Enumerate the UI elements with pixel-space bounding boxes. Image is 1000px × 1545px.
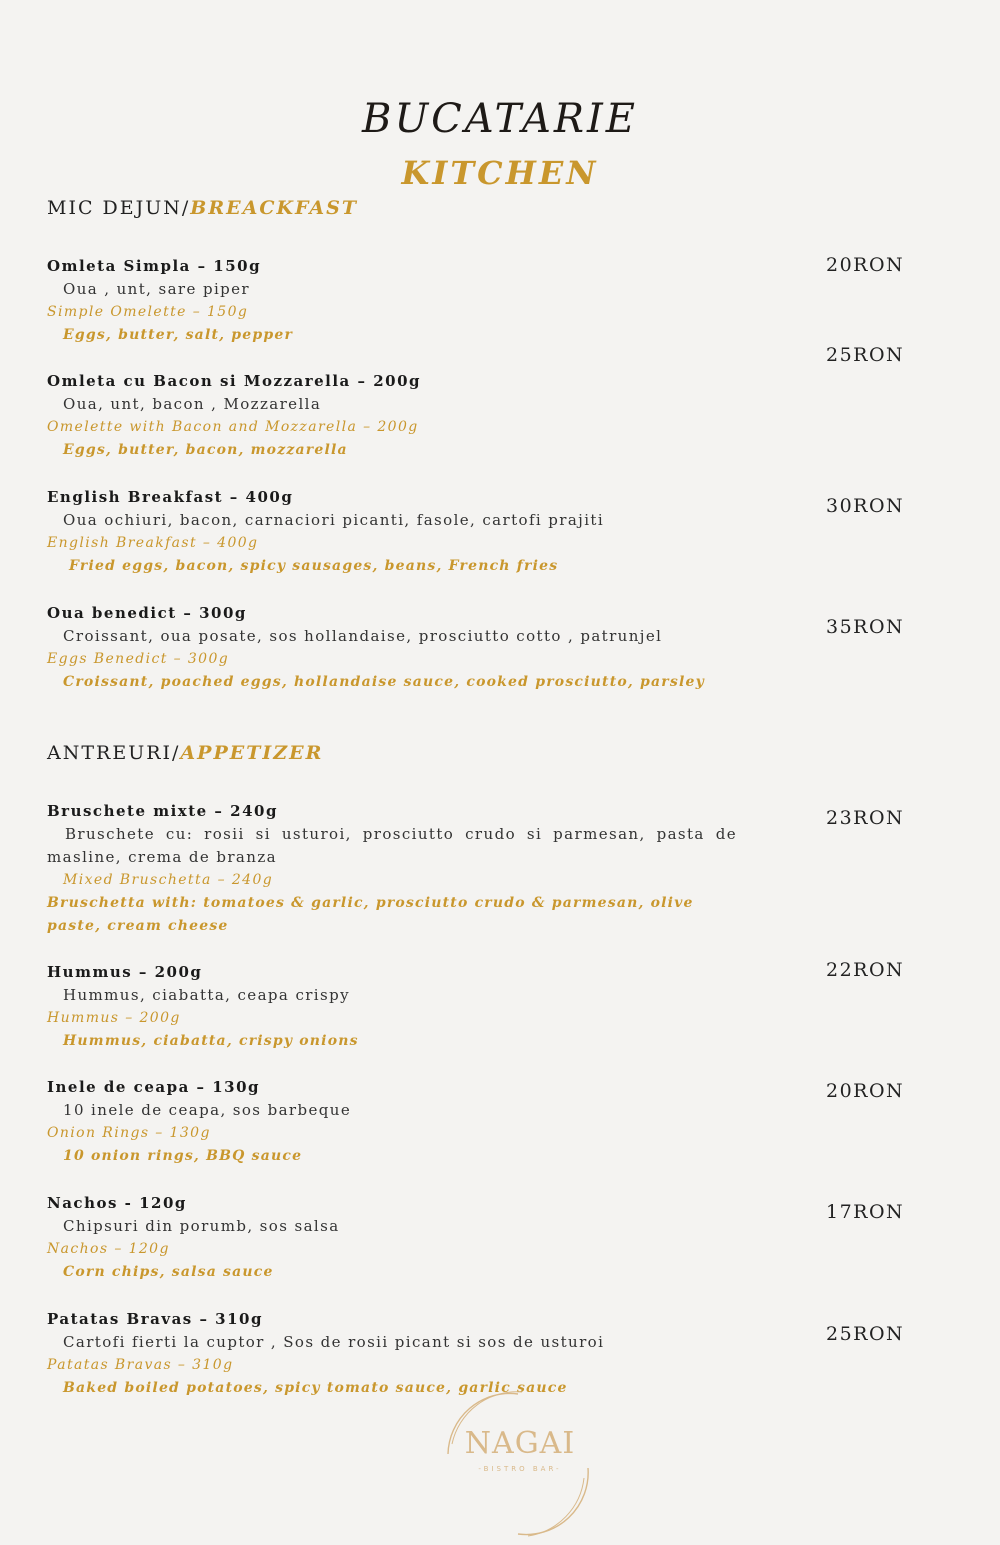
brand-logo: [440, 1388, 600, 1538]
item-price: 23RON: [826, 807, 905, 829]
menu-item: [47, 1076, 767, 1168]
item-description: 10 inele de ceapa, sos barbeque: [63, 1101, 352, 1119]
page-title: BUCATARIE: [362, 96, 638, 142]
section-heading-en: BREACKFAST: [190, 197, 358, 219]
section-heading-en: APPETIZER: [180, 742, 324, 764]
item-name: Patatas Bravas – 310g: [47, 1310, 263, 1328]
item-description-en: Bruschetta with: tomatoes & garlic, prosciutto crudo & parmesan, olive paste, cream cheese: [47, 895, 694, 934]
item-name-en: Eggs Benedict – 300g: [47, 651, 230, 667]
logo-arcs-icon: [440, 1388, 600, 1538]
item-name-en: Hummus – 200g: [47, 1010, 181, 1026]
item-name-en: Simple Omelette – 150g: [47, 304, 249, 320]
item-name: Hummus – 200g: [47, 963, 203, 981]
item-description-en: Hummus, ciabatta, crispy onions: [63, 1033, 359, 1049]
item-description-en: Eggs, butter, bacon, mozzarella: [63, 442, 348, 458]
logo-name: NAGAI: [464, 1426, 576, 1461]
item-name-en: Mixed Bruschetta – 240g: [63, 872, 274, 888]
section-heading-breakfast: [47, 197, 358, 219]
menu-item: [47, 1308, 767, 1400]
item-name: Bruschete mixte – 240g: [47, 802, 278, 820]
item-description: Croissant, oua posate, sos hollandaise, prosciutto cotto , patrunjel: [63, 627, 663, 645]
section-heading-appetizer: [47, 742, 323, 764]
item-description: Bruschete cu: rosii si usturoi, prosciutto crudo si parmesan, pasta de masline, crema de branza: [47, 825, 737, 866]
item-price: 25RON: [826, 344, 905, 366]
menu-item: [47, 602, 767, 694]
item-name: Inele de ceapa – 130g: [47, 1078, 261, 1096]
page-subtitle: KITCHEN: [401, 154, 599, 192]
item-description: Oua , unt, sare piper: [63, 280, 250, 298]
item-description: Oua, unt, bacon , Mozzarella: [63, 395, 322, 413]
item-description: Hummus, ciabatta, ceapa crispy: [63, 986, 350, 1004]
item-price: 22RON: [826, 959, 905, 981]
item-name-en: Nachos – 120g: [47, 1241, 170, 1257]
item-price: 17RON: [826, 1201, 905, 1223]
item-name: Nachos - 120g: [47, 1194, 187, 1212]
section-heading-ro: MIC DEJUN/: [47, 197, 191, 219]
menu-item: [47, 800, 737, 938]
item-price: 25RON: [826, 1323, 905, 1345]
item-name: Oua benedict – 300g: [47, 604, 247, 622]
item-price: 20RON: [826, 1080, 905, 1102]
item-name: English Breakfast – 400g: [47, 488, 294, 506]
item-name-en: Omelette with Bacon and Mozzarella – 200g: [47, 419, 419, 435]
item-name: Omleta Simpla – 150g: [47, 257, 262, 275]
item-description: Cartofi fierti la cuptor , Sos de rosii picant si sos de usturoi: [63, 1333, 605, 1351]
menu-item: [47, 486, 767, 578]
item-name-en: Onion Rings – 130g: [47, 1125, 211, 1141]
section-heading-ro: ANTREURI/: [47, 742, 181, 764]
item-description-en: 10 onion rings, BBQ sauce: [63, 1148, 303, 1164]
menu-item: [47, 255, 767, 347]
item-description-en: Eggs, butter, salt, pepper: [63, 327, 294, 343]
menu-item: [47, 370, 767, 462]
item-description: Chipsuri din porumb, sos salsa: [63, 1217, 340, 1235]
menu-item: [47, 1192, 767, 1284]
item-price: 35RON: [826, 616, 905, 638]
item-name-en: English Breakfast – 400g: [47, 535, 259, 551]
item-price: 30RON: [826, 495, 905, 517]
item-description: Oua ochiuri, bacon, carnaciori picanti, fasole, cartofi prajiti: [63, 511, 605, 529]
item-name: Omleta cu Bacon si Mozzarella – 200g: [47, 372, 422, 390]
item-name-en: Patatas Bravas – 310g: [47, 1357, 234, 1373]
logo-subtitle: -BISTRO BAR-: [478, 1465, 562, 1473]
item-description-en: Croissant, poached eggs, hollandaise sauce, cooked prosciutto, parsley: [63, 674, 705, 690]
item-description-en: Fried eggs, bacon, spicy sausages, beans, French fries: [69, 558, 559, 574]
item-description-en: Baked boiled potatoes, spicy tomato sauce, garlic sauce: [63, 1380, 568, 1396]
item-description-en: Corn chips, salsa sauce: [63, 1264, 274, 1280]
item-price: 20RON: [826, 254, 905, 276]
menu-item: [47, 961, 767, 1053]
